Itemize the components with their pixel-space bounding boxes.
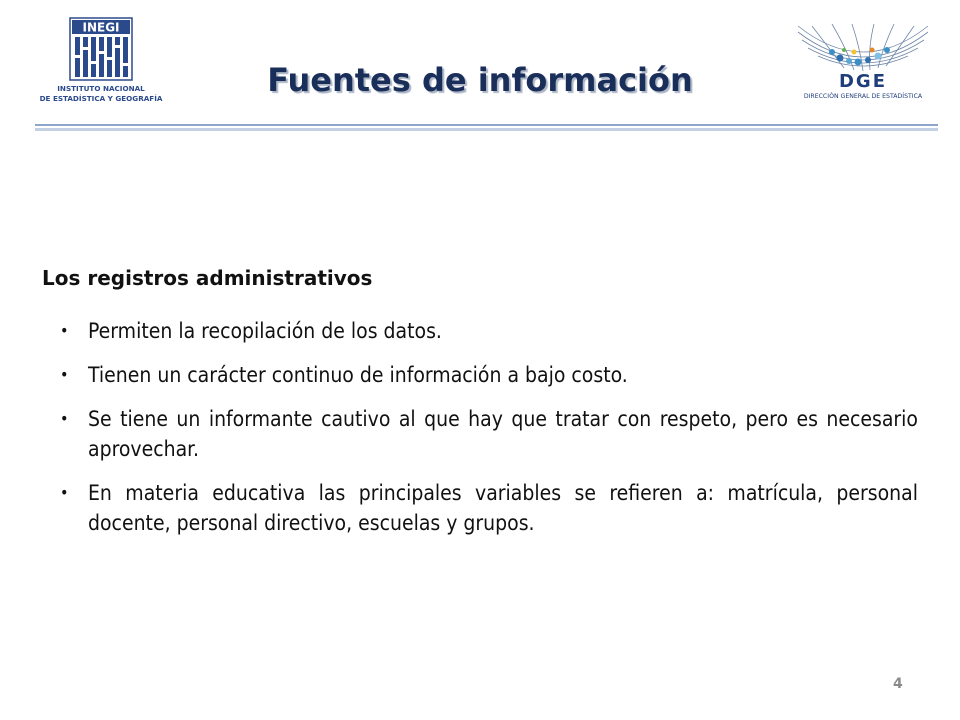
dge-logo (792, 22, 934, 102)
list-item (58, 360, 918, 390)
dge-acronym: DGE (838, 71, 888, 92)
bullet-text: Permiten la recopilación de los datos. (88, 319, 442, 343)
inegi-acronym: INEGI (82, 20, 120, 35)
header-divider-shadow (35, 128, 938, 131)
bullet-icon: • (60, 483, 69, 502)
inegi-name-line1: INSTITUTO NACIONAL (57, 84, 145, 93)
section-heading: Los registros administrativos (42, 266, 373, 290)
bullet-text: En materia educativa las principales variables se refieren a: matrícula, personal docente, personal directivo, escuelas y grupos. (88, 481, 918, 535)
list-item (58, 478, 918, 538)
bullet-icon: • (60, 365, 69, 384)
list-item (58, 316, 918, 346)
bullet-icon: • (60, 409, 69, 428)
bullet-list (58, 316, 918, 552)
page-title: Fuentes de información (267, 61, 693, 99)
bullet-text: Tienen un carácter continuo de información a bajo costo. (88, 363, 628, 387)
inegi-name-line2: DE ESTADÍSTICA Y GEOGRAFÍA (39, 94, 163, 103)
header-divider (35, 124, 938, 126)
inegi-logo (30, 16, 180, 106)
page-number: 4 (893, 676, 903, 692)
dge-subtitle: DIRECCIÓN GENERAL DE ESTADÍSTICA (803, 93, 923, 100)
list-item (58, 404, 918, 464)
bullet-text: Se tiene un informante cautivo al que hay que tratar con respeto, pero es necesario aprovechar. (88, 407, 918, 461)
bullet-icon: • (60, 321, 69, 340)
